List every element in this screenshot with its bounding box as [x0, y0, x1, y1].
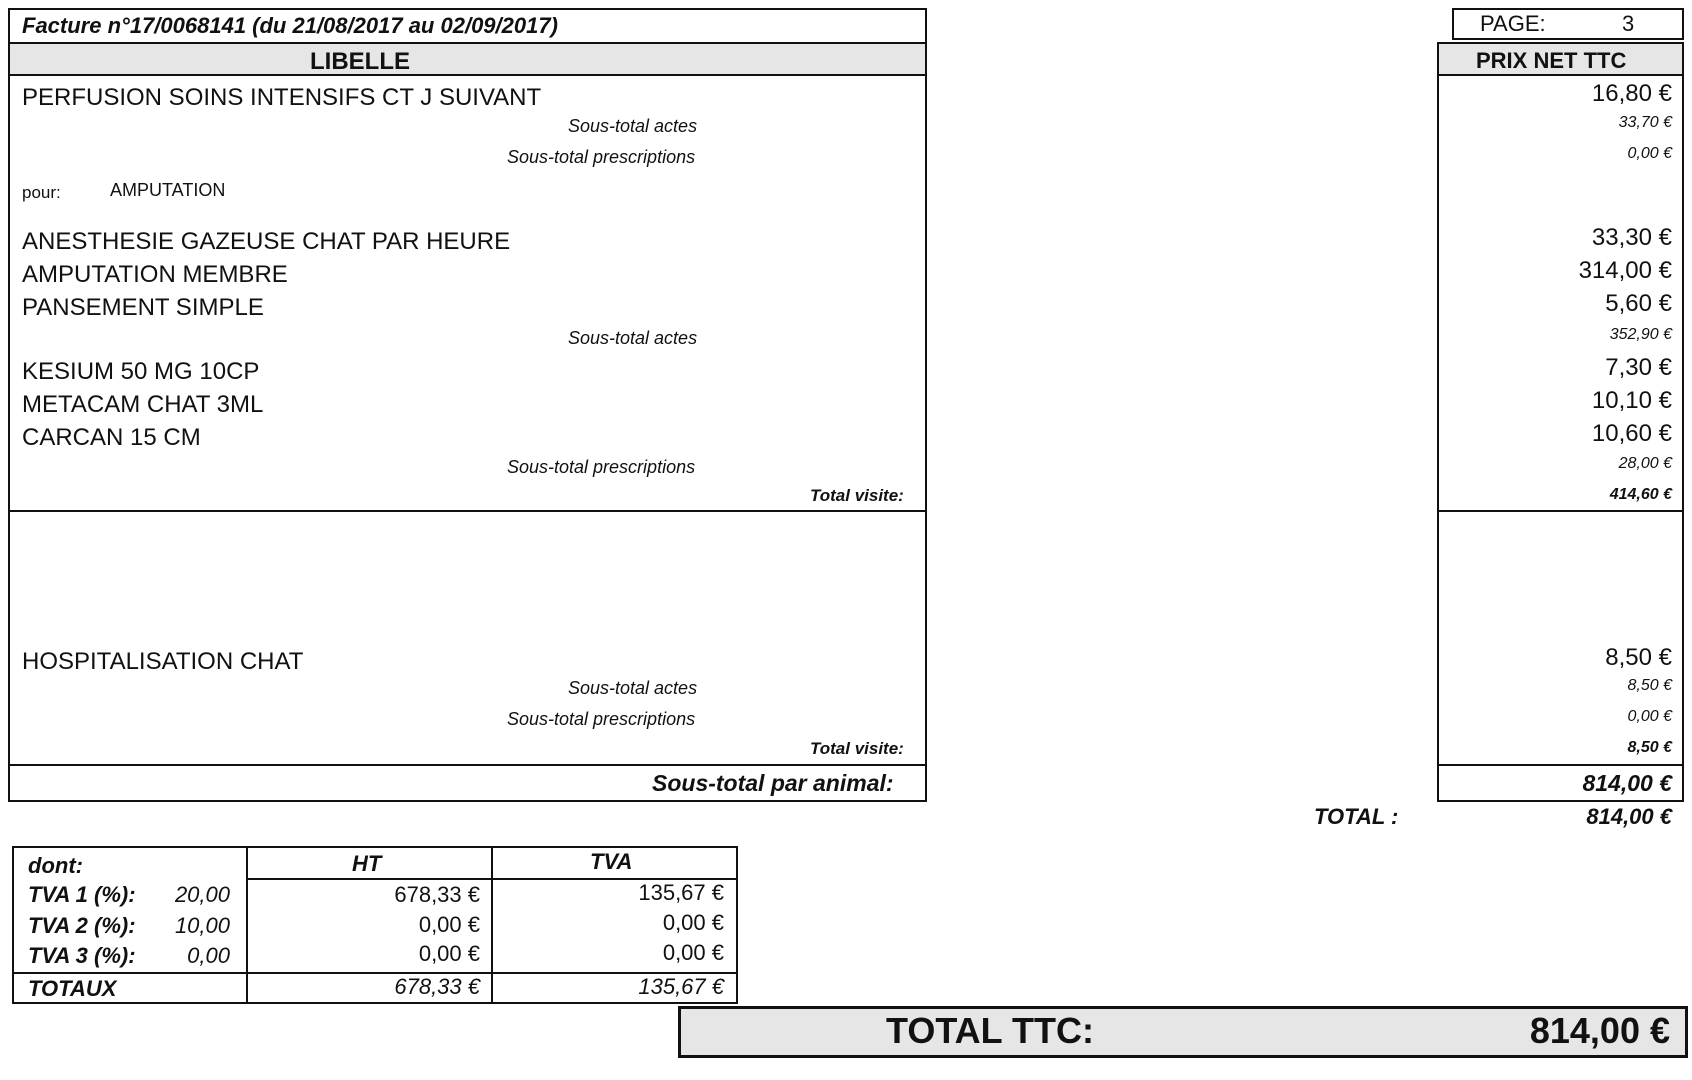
- line-item-price: 8,50 €: [1605, 644, 1672, 671]
- total-visit-label: Total visite:: [810, 739, 904, 758]
- line-item-price: 314,00 €: [1578, 257, 1672, 284]
- libelle-header: LIBELLE: [310, 48, 410, 75]
- subtotal-label: Sous-total prescriptions: [507, 457, 696, 477]
- prescription-label: KESIUM 50 MG 10CP: [22, 358, 260, 385]
- tva-col-divider: [246, 848, 248, 1002]
- page-number: 3: [1622, 11, 1635, 36]
- pour-label: pour:: [22, 183, 61, 202]
- tva-row-ht: 0,00 €: [418, 941, 480, 966]
- price-header-divider: [1439, 74, 1682, 76]
- animal-subtotal-label: Sous-total par animal:: [652, 770, 894, 796]
- total-label: TOTAL :: [1314, 804, 1399, 829]
- tva-row-ht: 0,00 €: [418, 912, 480, 937]
- prescription-price: 7,30 €: [1605, 354, 1672, 381]
- page-label: PAGE:: [1480, 11, 1546, 36]
- price-header: PRIX NET TTC: [1476, 48, 1627, 73]
- tva-totaux-tva: 135,67 €: [638, 974, 724, 999]
- subtotal-value: 0,00 €: [1627, 708, 1672, 725]
- tva-dont-label: dont:: [28, 853, 83, 878]
- tva-row-tva: 0,00 €: [662, 910, 724, 935]
- invoice-title: Facture n°17/0068141 (du 21/08/2017 au 02/09/2017): [22, 13, 558, 38]
- tva-row-label: TVA 3 (%):: [28, 943, 136, 968]
- animal-subtotal-divider: [10, 764, 925, 766]
- subtotal-label: Sous-total prescriptions: [507, 709, 696, 729]
- libelle-table: [8, 42, 927, 802]
- subtotal-value: 0,00 €: [1627, 145, 1672, 162]
- tva-row-tva: 135,67 €: [638, 880, 724, 905]
- line-item-price: 16,80 €: [1591, 80, 1672, 107]
- line-item-label: AMPUTATION MEMBRE: [22, 261, 288, 288]
- subtotal-label: Sous-total prescriptions: [507, 147, 696, 167]
- total-visit-label: Total visite:: [810, 486, 904, 505]
- tva-totals-divider: [14, 972, 736, 974]
- total-value: 814,00 €: [1586, 804, 1672, 829]
- tva-ht-header: HT: [352, 851, 382, 876]
- tva-totaux-label: TOTAUX: [28, 976, 117, 1001]
- price-subtotal-divider: [1439, 764, 1682, 766]
- price-visit-divider: [1439, 510, 1682, 512]
- total-ttc-label: TOTAL TTC:: [886, 1010, 1094, 1051]
- tva-row-label: TVA 1 (%):: [28, 882, 136, 907]
- tva-row-tva: 0,00 €: [662, 940, 724, 965]
- total-visit-value: 414,60 €: [1609, 486, 1672, 503]
- tva-tva-header: TVA: [590, 849, 633, 874]
- subtotal-value: 28,00 €: [1618, 455, 1672, 472]
- pour-value: AMPUTATION: [110, 180, 226, 200]
- line-item-label: PERFUSION SOINS INTENSIFS CT J SUIVANT: [22, 84, 542, 111]
- libelle-header-bg: [10, 44, 925, 74]
- line-item-label: PANSEMENT SIMPLE: [22, 294, 264, 321]
- subtotal-value: 33,70 €: [1618, 114, 1672, 131]
- tva-row-rate: 20,00: [174, 882, 230, 907]
- tva-row-rate: 10,00: [174, 913, 230, 938]
- subtotal-label: Sous-total actes: [568, 678, 698, 698]
- total-ttc-value: 814,00 €: [1529, 1010, 1670, 1051]
- line-item-label: ANESTHESIE GAZEUSE CHAT PAR HEURE: [22, 228, 511, 255]
- line-item-price: 5,60 €: [1605, 290, 1672, 317]
- tva-totaux-ht: 678,33 €: [394, 974, 480, 999]
- subtotal-value: 8,50 €: [1627, 677, 1672, 694]
- animal-subtotal-value: 814,00 €: [1582, 770, 1672, 796]
- visit-divider: [10, 510, 925, 512]
- tva-col-divider: [491, 848, 493, 1002]
- prescription-price: 10,10 €: [1591, 387, 1672, 414]
- subtotal-value: 352,90 €: [1609, 326, 1672, 343]
- prescription-label: METACAM CHAT 3ML: [22, 391, 264, 418]
- subtotal-label: Sous-total actes: [568, 116, 698, 136]
- subtotal-label: Sous-total actes: [568, 328, 698, 348]
- tva-row-ht: 678,33 €: [394, 882, 480, 907]
- line-item-label: HOSPITALISATION CHAT: [22, 648, 304, 675]
- prescription-price: 10,60 €: [1591, 420, 1672, 447]
- libelle-header-divider: [10, 74, 925, 76]
- line-item-price: 33,30 €: [1591, 224, 1672, 251]
- tva-row-label: TVA 2 (%):: [28, 913, 136, 938]
- prescription-label: CARCAN 15 CM: [22, 424, 201, 451]
- total-visit-value: 8,50 €: [1627, 739, 1672, 756]
- tva-row-rate: 0,00: [187, 943, 230, 968]
